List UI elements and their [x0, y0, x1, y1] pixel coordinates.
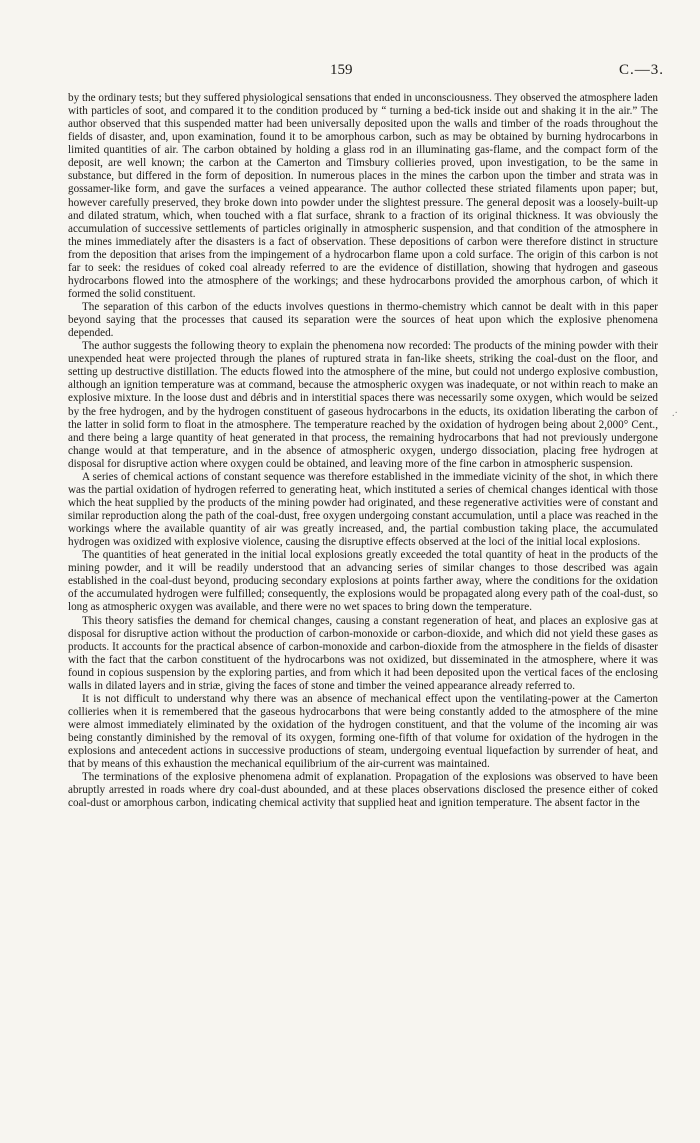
- paragraph-3: The author suggests the following theory to explain the phenomena now recorded: The products of the mining powder with their unexpended heat were projected through the planes of ruptured strata in fan-like sheets, striking the coal-dust on the floor, and setting up destructive distillation. The educts flowed into the atmosphere of the mine, but could not undergo explosive combustion, although an ignition temperature was at command, because the atmospheric oxygen was inadequate, or not within reach to make an explosive mixture. In the loose dust and débris and in interstitial spaces there was necessarily some oxygen, which would be seized by the free hydrogen, and by the hydrogen constituent of gaseous hydrocarbons in the educts, its oxidation liberating the carbon of the latter in solid form to float in the atmosphere. The temperature reached by the oxidation of hydrogen being about 2,000° Cent., and there being a large quantity of heat generated in that process, the remaining hydrocarbons that had not previously undergone change would at that temperature, and in the absence of atmospheric oxygen, undergo dissociation, placing free hydrogen at disposal for disruptive action where oxygen could be obtained, and leaving more of the fine carbon in atmospheric suspension.: [68, 340, 658, 470]
- section-label: C.—3.: [618, 62, 664, 78]
- page-number: 159: [330, 62, 353, 78]
- paragraph-6: This theory satisfies the demand for chemical changes, causing a constant regeneration of heat, and places an explosive gas at disposal for disruptive action without the production of carbon-monoxide or carbon-dioxide, and which did not yield these gases as products. It accounts for the practical absence of carbon-monoxide and carbon-dioxide from the atmosphere in the fields of disaster with the fact that the carbon constituent of the hydrocarbons was not oxidized, but disseminated in the atmosphere, where it was found in copious suspension by the exploring parties, and from which it had been deposited upon the vertical faces of the enclosing walls in dilated layers and in striæ, giving the faces of stone and timber the veined appearance already referred to.: [68, 614, 658, 692]
- page-header: [0, 62, 700, 84]
- body-text: [68, 92, 658, 810]
- paragraph-1: by the ordinary tests; but they suffered physiological sensations that ended in unconsciousness. They observed the atmosphere laden with particles of soot, and compared it to the condition produced by “ turning a bed-tick inside out and shaking it in the air.” The author observed that this suspended matter had been universally deposited upon the walls and timber of the roads throughout the fields of disaster, and, upon examination, found it to be amorphous carbon, such as may be obtained by burning hydrocarbons in limited quantities of air. The carbon obtained by holding a glass rod in an illuminating gas-flame, and the compact form of the deposit, are well known; the carbon at the Camerton and Timsbury collieries proved, upon investigation, to be the same in substance, but differed in the form of deposition. In numerous places in the mines the carbon upon the timber and strata was in gossamer-like form, and gave the surfaces a veined appearance. The author collected these striated filaments upon paper; but, however carefully preserved, they broke down into powder under the slightest pressure. The general deposit was a loosely-built-up and dilated stratum, which, when touched with a flat surface, shrank to a fraction of its original thickness. It was obviously the accumulation of successive settlements of particles originally in atmospheric suspension, and that condition of the atmosphere in the mines immediately after the disasters is a fact of observation. These depositions of carbon were therefore distinct in structure from the deposition that arises from the impingement of a hydrocarbon flame upon a cold surface. The origin of this carbon is not far to seek: the residues of coked coal already referred to are the evidence of distillation, showing that hydrogen and gaseous hydrocarbons flowed into the atmosphere of the workings; and these hydrocarbons provided the amorphous carbon, of which it formed the solid constituent.: [68, 92, 658, 300]
- paragraph-4: A series of chemical actions of constant sequence was therefore established in the immediate vicinity of the shot, in which there was the partial oxidation of hydrogen referred to generating heat, which instituted a series of chemical changes identical with those which the heat supplied by the products of the mining powder had originated, and these regenerative activities were of constant and similar reproduction along the path of the coal-dust, free oxygen undergoing constant accumulation, until a place was reached in the workings where the available quantity of air was greatly increased, and, the partial combustion taking place, the accumulated hydrogen was oxidized with explosive violence, causing the disruptive effects observed at the loci of the initial local explosions.: [68, 470, 658, 549]
- paragraph-5: The quantities of heat generated in the initial local explosions greatly exceeded the total quantity of heat in the products of the mining powder, and it will be readily understood that an advancing series of similar changes to those described was again established in the coal-dust beyond, producing secondary explosions at points farther away, where the conditions for the oxidation of the accumulated hydrogen were fulfilled; consequently, the explosions would be propagated along every path of the coal-dust, so long as atmospheric oxygen was available, and there were no wet spaces to bring down the temperature.: [68, 549, 658, 614]
- margin-mark: .·: [672, 408, 678, 419]
- paragraph-8: The terminations of the explosive phenomena admit of explanation. Propagation of the explosions was observed to have been abruptly arrested in roads where dry coal-dust abounded, and at these places observations disclosed the presence either of coked coal-dust or amorphous carbon, indicating chemical activity that supplied heat and ignition temperature. The absent factor in the: [68, 771, 658, 810]
- paragraph-7: It is not difficult to understand why there was an absence of mechanical effect upon the ventilating-power at the Camerton collieries when it is remembered that the gaseous hydrocarbons that were being constantly added to the atmosphere of the mine were almost immediately eliminated by the oxidation of the hydrogen constituent, and that the volume of the incoming air was being constantly diminished by the removal of its oxygen, forming one-fifth of that volume for oxidation of the hydrogen in the explosions and antecedent actions in successive productions of steam, undergoing eventual liquefaction by surrender of heat, and that by means of this exhaustion the mechanical equilibrium of the air-current was maintained.: [68, 692, 658, 771]
- paragraph-2: The separation of this carbon of the educts involves questions in thermo-chemistry which cannot be dealt with in this paper beyond saying that the processes that caused its separation were the sources of heat upon which the explosive phenomena depended.: [68, 301, 658, 340]
